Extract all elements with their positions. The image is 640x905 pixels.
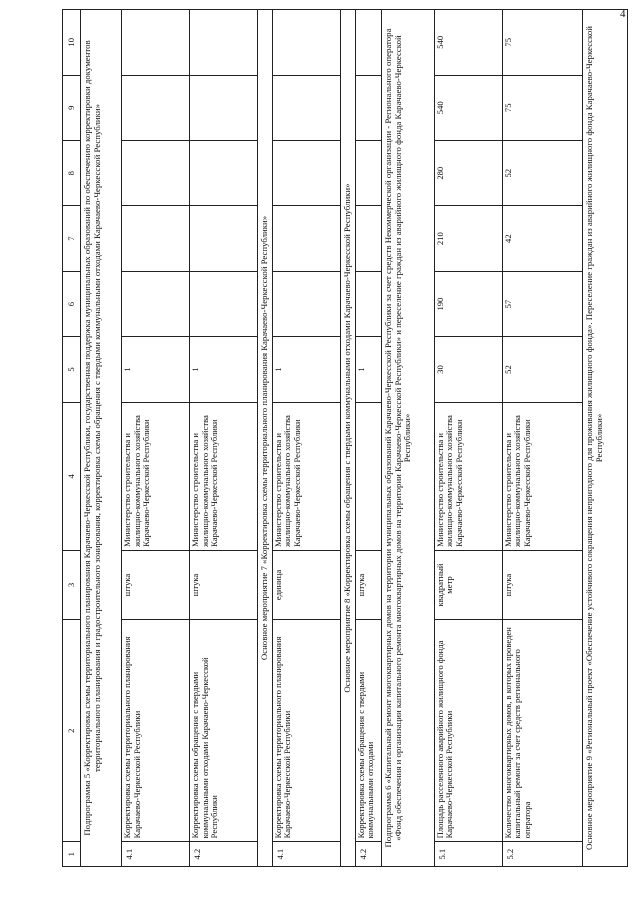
section-row (81, 10, 122, 867)
header-cell: 1 (63, 842, 81, 867)
unit: штука (122, 550, 190, 619)
executor: Министерство строительства и жилищно-коммунального хозяйства Карачаево-Черкесской Республики (502, 402, 582, 550)
value-cell (272, 75, 340, 140)
table-row (190, 10, 258, 867)
value-cell (190, 206, 258, 271)
header-cell: 2 (63, 620, 81, 842)
value-cell (272, 206, 340, 271)
value-cell (190, 75, 258, 140)
section-row (381, 10, 434, 867)
indicators-table (62, 9, 628, 867)
value-cell (355, 271, 381, 336)
table-row (272, 10, 340, 867)
executor: Министерство строительства и жилищно-коммунального хозяйства Карачаево-Черкесской Республики (272, 402, 340, 550)
indicator-name: Корректировка схемы территориального планирования Карачаево-Черкесской Республики (272, 620, 340, 842)
header-cell: 8 (63, 140, 81, 205)
header-cell: 3 (63, 550, 81, 619)
value-cell: 1 (272, 337, 340, 402)
measure-9-title: Основное мероприятие 9 «Региональный проект «Обеспечение устойчивого сокращения непригодного для проживания жилищного фонда». Переселение граждан из аварийного жилищного фонда Карачаево-Черкесской Республики» (582, 10, 627, 867)
subprogram-6-title: Подпрограмма 6 «Капитальный ремонт многоквартирных домов на территории муниципальных образований Карачаево-Черкесской Республики за счет средств Некоммерческой организации - Регионального оператора «Фонд обеспечения и организации капитального ремонта многоквартирных домов на территории Карачаево-Черкесской Республики» и переселение граждан из аварийного жилищного фонда Карачаево-Черкесской Республики» (381, 10, 434, 867)
value-cell: 75 (502, 75, 582, 140)
value-cell: 1 (122, 337, 190, 402)
value-cell: 540 (434, 10, 502, 76)
value-cell (122, 75, 190, 140)
value-cell: 30 (434, 337, 502, 402)
value-cell: 57 (502, 271, 582, 336)
row-number: 4.2 (355, 842, 381, 867)
value-cell (122, 206, 190, 271)
value-cell: 540 (434, 75, 502, 140)
subprogram-5-title: Подпрограмма 5 «Корректировка схемы территориального планирования Карачаево-Черкесской Республики, государственная поддержка муниципальных образований по обеспечению корректировки документов территориального планирования и градостроительного зонирования, корректировка схемы обращения с твердыми коммунальными отходами Карачаево-Черкесской Республики» (81, 10, 122, 867)
header-cell: 4 (63, 402, 81, 550)
executor (355, 402, 381, 550)
value-cell: 52 (502, 337, 582, 402)
value-cell (190, 271, 258, 336)
value-cell (122, 10, 190, 76)
value-cell (190, 10, 258, 76)
indicator-name: Корректировка схемы обращения с твердыми коммунальными отходами Карачаево-Черкесской Республики (190, 620, 258, 842)
header-cell: 9 (63, 75, 81, 140)
value-cell (122, 140, 190, 205)
value-cell (355, 10, 381, 76)
section-row (582, 10, 627, 867)
executor: Министерство строительства и жилищно-коммунального хозяйства Карачаево-Черкесской Республики (122, 402, 190, 550)
value-cell: 1 (190, 337, 258, 402)
value-cell: 280 (434, 140, 502, 205)
unit: единица (272, 550, 340, 619)
measure-8-title: Основное мероприятие 8 «Корректировка схемы обращения с твердыми коммунальными отходами Карачаево-Черкесской Республики» (340, 10, 355, 867)
section-row (340, 10, 355, 867)
row-number: 4.1 (122, 842, 190, 867)
table-row (434, 10, 502, 867)
value-cell (272, 140, 340, 205)
executor: Министерство строительства и жилищно-коммунального хозяйства Карачаево-Черкесской Республики (190, 402, 258, 550)
table-row (355, 10, 381, 867)
page-number: 4 (620, 8, 626, 20)
row-number: 5.2 (502, 842, 582, 867)
unit: штука (355, 550, 381, 619)
unit: штука (502, 550, 582, 619)
header-row (63, 10, 81, 867)
value-cell: 190 (434, 271, 502, 336)
value-cell (122, 271, 190, 336)
value-cell (190, 140, 258, 205)
value-cell (355, 206, 381, 271)
unit: штука (190, 550, 258, 619)
value-cell: 52 (502, 140, 582, 205)
indicator-name: Количество многоквартирных домов, в которых проведен капитальный ремонт за счет средств регионального оператора (502, 620, 582, 842)
table-row (122, 10, 190, 867)
section-row (258, 10, 273, 867)
row-number: 4.2 (190, 842, 258, 867)
value-cell (272, 271, 340, 336)
value-cell: 210 (434, 206, 502, 271)
header-cell: 6 (63, 271, 81, 336)
rotated-table-container (62, 9, 608, 867)
row-number: 5.1 (434, 842, 502, 867)
value-cell: 75 (502, 10, 582, 76)
indicator-name: Корректировка схемы обращения с твердыми коммунальными отходами (355, 620, 381, 842)
unit: квадратный метр (434, 550, 502, 619)
header-cell: 10 (63, 10, 81, 76)
table-row (502, 10, 582, 867)
executor: Министерство строительства и жилищно-коммунального хозяйства Карачаево-Черкесской Республики (434, 402, 502, 550)
value-cell: 1 (355, 337, 381, 402)
indicator-name: Площадь расселенного аварийного жилищного фонда Карачаево-Черкесской Республики (434, 620, 502, 842)
header-cell: 5 (63, 337, 81, 402)
value-cell (355, 75, 381, 140)
value-cell (355, 140, 381, 205)
header-cell: 7 (63, 206, 81, 271)
indicator-name: Корректировка схемы территориального планирования Карачаево-Черкесской Республики (122, 620, 190, 842)
value-cell: 42 (502, 206, 582, 271)
row-number: 4.1 (272, 842, 340, 867)
value-cell (272, 10, 340, 76)
measure-7-title: Основное мероприятие 7 «Корректировка схемы территориального планирования Карачаево-Черкесской Республики» (258, 10, 273, 867)
